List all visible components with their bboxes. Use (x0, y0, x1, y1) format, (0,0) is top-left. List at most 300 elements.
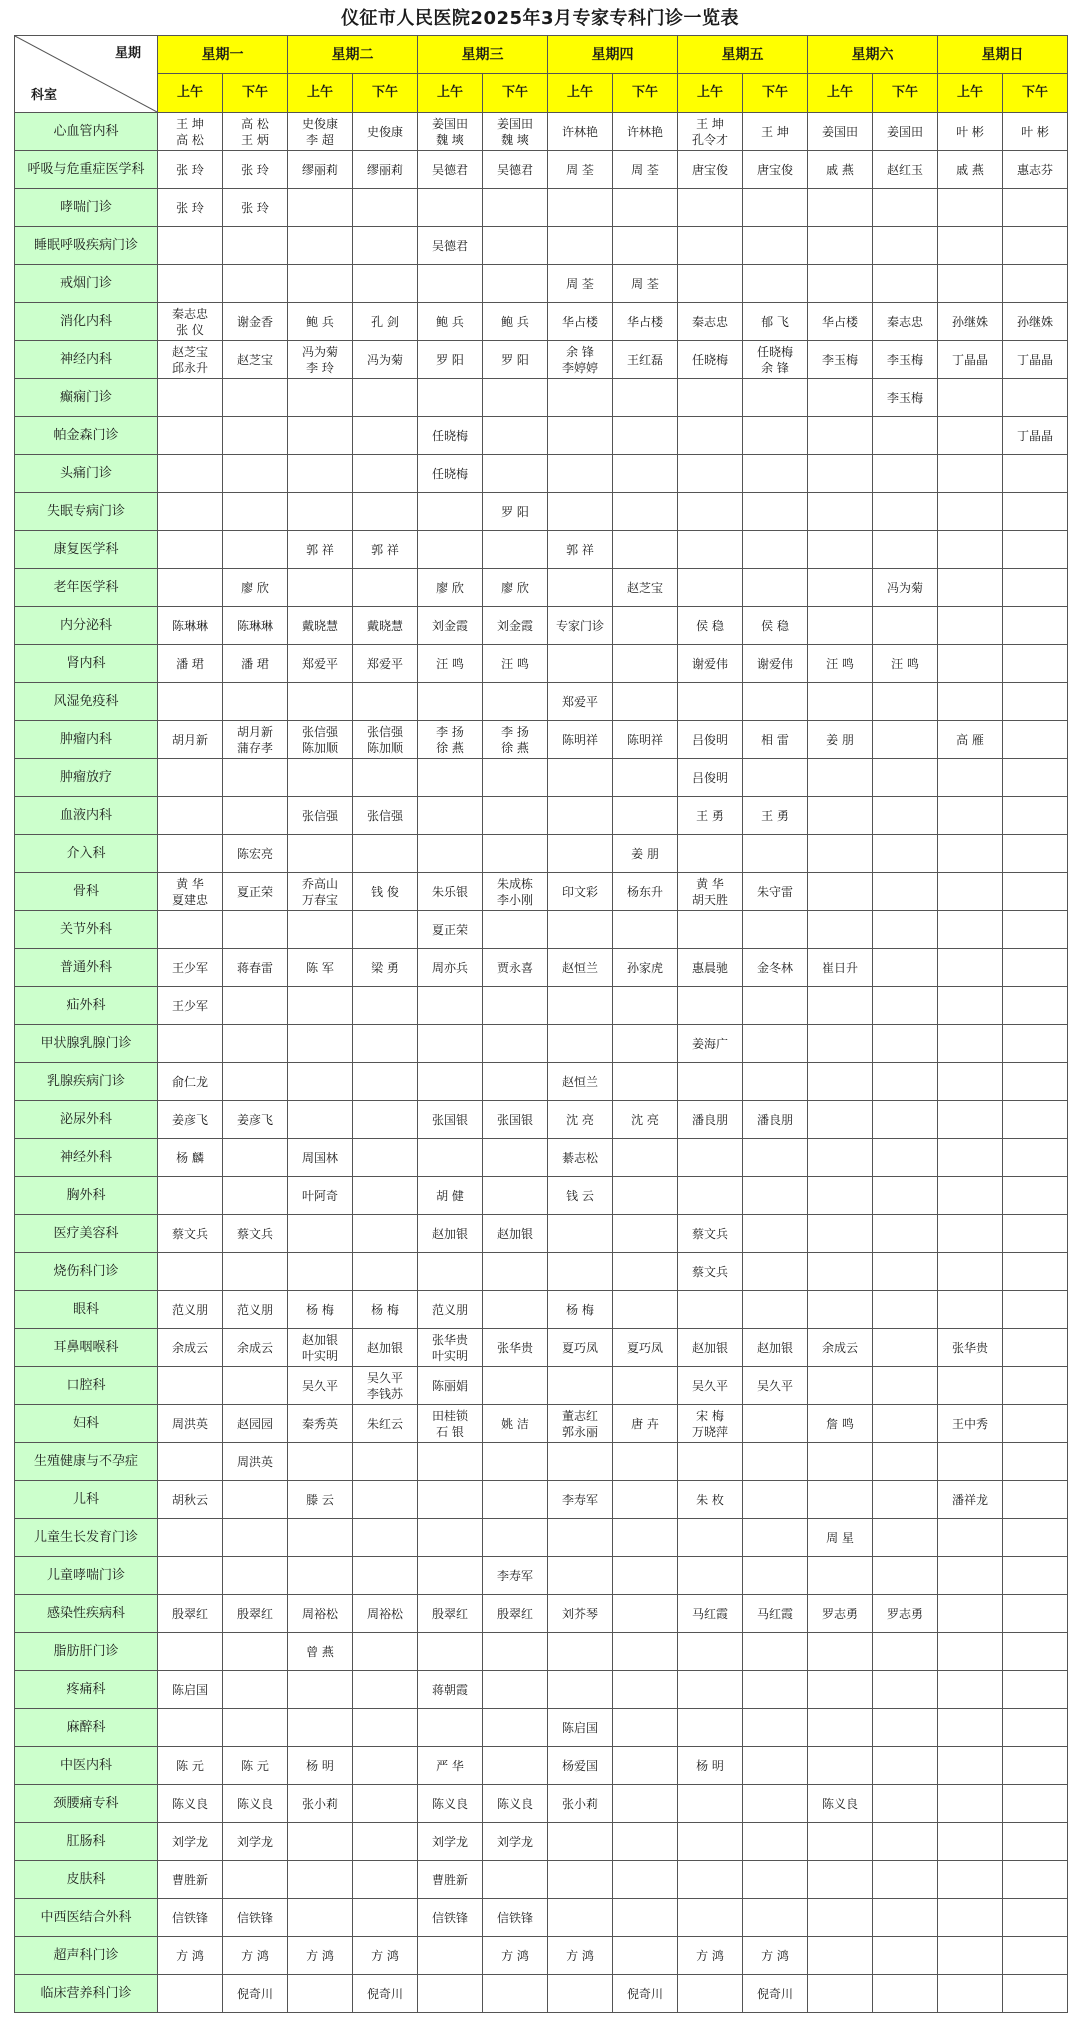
doctor-cell (548, 1443, 613, 1481)
doctor-cell: 谢金香 (223, 303, 288, 341)
doctor-cell (548, 1633, 613, 1671)
department-name: 中西医结合外科 (15, 1899, 158, 1937)
doctor-cell: 赵芝宝 邱永升 (158, 341, 223, 379)
doctor-cell: 叶 彬 (938, 113, 1003, 151)
doctor-cell: 余成云 (158, 1329, 223, 1367)
doctor-cell (808, 1557, 873, 1595)
doctor-cell (158, 1709, 223, 1747)
doctor-cell (548, 1671, 613, 1709)
doctor-cell (418, 1025, 483, 1063)
doctor-cell (873, 683, 938, 721)
doctor-cell: 惠志芬 (1003, 151, 1068, 189)
doctor-cell (938, 1557, 1003, 1595)
doctor-cell (678, 569, 743, 607)
doctor-cell (1003, 569, 1068, 607)
doctor-cell (873, 1215, 938, 1253)
doctor-cell (418, 1557, 483, 1595)
doctor-cell (548, 1861, 613, 1899)
doctor-cell (938, 987, 1003, 1025)
doctor-cell (938, 759, 1003, 797)
doctor-cell: 张 玲 (158, 151, 223, 189)
doctor-cell: 乔高山 万春宝 (288, 873, 353, 911)
doctor-cell (353, 987, 418, 1025)
doctor-cell (873, 1329, 938, 1367)
doctor-cell: 杨 梅 (288, 1291, 353, 1329)
doctor-cell (548, 835, 613, 873)
doctor-cell: 蔡文兵 (678, 1215, 743, 1253)
afternoon-header: 下午 (223, 74, 288, 113)
doctor-cell (743, 1215, 808, 1253)
doctor-cell: 汪 鸣 (418, 645, 483, 683)
doctor-cell (548, 1025, 613, 1063)
table-row (15, 1101, 1068, 1139)
doctor-cell (353, 1215, 418, 1253)
doctor-cell (873, 987, 938, 1025)
doctor-cell: 殷翠红 (483, 1595, 548, 1633)
doctor-cell (873, 911, 938, 949)
doctor-cell (223, 1671, 288, 1709)
doctor-cell (158, 1253, 223, 1291)
doctor-cell (873, 1367, 938, 1405)
doctor-cell: 秦志忠 张 仪 (158, 303, 223, 341)
table-row (15, 1329, 1068, 1367)
doctor-cell (613, 455, 678, 493)
doctor-cell (743, 379, 808, 417)
doctor-cell (873, 1253, 938, 1291)
doctor-cell (808, 1215, 873, 1253)
doctor-cell (873, 493, 938, 531)
doctor-cell (808, 1823, 873, 1861)
doctor-cell (743, 189, 808, 227)
doctor-cell (678, 987, 743, 1025)
doctor-cell (613, 1747, 678, 1785)
doctor-cell: 缪丽莉 (288, 151, 353, 189)
half-day-header-row (15, 74, 1068, 113)
doctor-cell (938, 455, 1003, 493)
doctor-cell (418, 265, 483, 303)
doctor-cell (483, 759, 548, 797)
doctor-cell: 李寿军 (548, 1481, 613, 1519)
doctor-cell (223, 759, 288, 797)
doctor-cell: 夏巧凤 (548, 1329, 613, 1367)
doctor-cell (483, 987, 548, 1025)
department-name: 眼科 (15, 1291, 158, 1329)
doctor-cell (873, 873, 938, 911)
corner-cell (15, 36, 158, 113)
department-name: 皮肤科 (15, 1861, 158, 1899)
doctor-cell (288, 1101, 353, 1139)
doctor-cell: 张小莉 (548, 1785, 613, 1823)
doctor-cell: 丁晶晶 (1003, 417, 1068, 455)
doctor-cell (613, 1519, 678, 1557)
doctor-cell (613, 1177, 678, 1215)
doctor-cell (1003, 1215, 1068, 1253)
table-row (15, 759, 1068, 797)
doctor-cell: 刘金霞 (418, 607, 483, 645)
doctor-cell (353, 1025, 418, 1063)
doctor-cell (938, 1367, 1003, 1405)
doctor-cell: 赵芝宝 (223, 341, 288, 379)
doctor-cell (223, 1063, 288, 1101)
doctor-cell (353, 1443, 418, 1481)
doctor-cell: 董志红 郭永丽 (548, 1405, 613, 1443)
doctor-cell (613, 797, 678, 835)
doctor-cell: 郭 祥 (353, 531, 418, 569)
doctor-cell: 王 坤 高 松 (158, 113, 223, 151)
doctor-cell (548, 987, 613, 1025)
department-name: 睡眠呼吸疾病门诊 (15, 227, 158, 265)
doctor-cell (808, 493, 873, 531)
doctor-cell: 刘金霞 (483, 607, 548, 645)
table-row (15, 911, 1068, 949)
doctor-cell (1003, 1139, 1068, 1177)
doctor-cell (938, 1519, 1003, 1557)
doctor-cell: 金冬林 (743, 949, 808, 987)
doctor-cell (158, 227, 223, 265)
doctor-cell (613, 1899, 678, 1937)
afternoon-header: 下午 (1003, 74, 1068, 113)
department-name: 帕金森门诊 (15, 417, 158, 455)
doctor-cell (808, 835, 873, 873)
doctor-cell (483, 835, 548, 873)
table-row (15, 1975, 1068, 2013)
doctor-cell: 李 扬 徐 燕 (418, 721, 483, 759)
doctor-cell (548, 1215, 613, 1253)
doctor-cell: 方 鸿 (158, 1937, 223, 1975)
table-row (15, 379, 1068, 417)
doctor-cell (808, 417, 873, 455)
doctor-cell (873, 1519, 938, 1557)
doctor-cell (483, 1633, 548, 1671)
doctor-cell (158, 455, 223, 493)
department-name: 胸外科 (15, 1177, 158, 1215)
table-row (15, 1177, 1068, 1215)
doctor-cell: 赵红玉 (873, 151, 938, 189)
doctor-cell: 杨爱国 (548, 1747, 613, 1785)
doctor-cell (158, 797, 223, 835)
doctor-cell (548, 1519, 613, 1557)
doctor-cell (1003, 1519, 1068, 1557)
doctor-cell: 信铁锋 (483, 1899, 548, 1937)
doctor-cell: 钱 云 (548, 1177, 613, 1215)
doctor-cell: 朱红云 (353, 1405, 418, 1443)
doctor-cell: 夏巧凤 (613, 1329, 678, 1367)
doctor-cell: 廖 欣 (418, 569, 483, 607)
day-header: 星期二 (288, 36, 418, 74)
doctor-cell: 余 锋 李婷婷 (548, 341, 613, 379)
doctor-cell (1003, 683, 1068, 721)
doctor-cell (483, 1063, 548, 1101)
doctor-cell: 华占楼 (548, 303, 613, 341)
department-name: 心血管内科 (15, 113, 158, 151)
doctor-cell (808, 1937, 873, 1975)
doctor-cell (288, 1861, 353, 1899)
doctor-cell: 田桂锁 石 银 (418, 1405, 483, 1443)
table-row (15, 683, 1068, 721)
doctor-cell (548, 1823, 613, 1861)
doctor-cell (223, 1367, 288, 1405)
doctor-cell: 綦志松 (548, 1139, 613, 1177)
doctor-cell: 张国银 (418, 1101, 483, 1139)
doctor-cell (678, 417, 743, 455)
doctor-cell (938, 1101, 1003, 1139)
doctor-cell (743, 1253, 808, 1291)
doctor-cell (158, 1367, 223, 1405)
doctor-cell: 黄 华 夏建忠 (158, 873, 223, 911)
doctor-cell: 张信强 陈加顺 (353, 721, 418, 759)
doctor-cell (548, 645, 613, 683)
doctor-cell (613, 759, 678, 797)
table-row (15, 1823, 1068, 1861)
doctor-cell: 陈启国 (548, 1709, 613, 1747)
doctor-cell: 王 坤 孔令才 (678, 113, 743, 151)
table-row (15, 1899, 1068, 1937)
doctor-cell (938, 1215, 1003, 1253)
doctor-cell (483, 1253, 548, 1291)
doctor-cell (678, 1823, 743, 1861)
doctor-cell: 朱 枚 (678, 1481, 743, 1519)
doctor-cell: 许林艳 (548, 113, 613, 151)
table-row (15, 1633, 1068, 1671)
doctor-cell: 范义朋 (158, 1291, 223, 1329)
doctor-cell (353, 759, 418, 797)
afternoon-header: 下午 (483, 74, 548, 113)
doctor-cell (938, 227, 1003, 265)
table-row (15, 873, 1068, 911)
doctor-cell (353, 1671, 418, 1709)
doctor-cell (1003, 1975, 1068, 2013)
doctor-cell (158, 569, 223, 607)
doctor-cell (288, 189, 353, 227)
doctor-cell: 胡 健 (418, 1177, 483, 1215)
doctor-cell (353, 1253, 418, 1291)
doctor-cell (678, 265, 743, 303)
doctor-cell (743, 227, 808, 265)
doctor-cell: 马红霞 (743, 1595, 808, 1633)
doctor-cell: 冯为菊 李 玲 (288, 341, 353, 379)
doctor-cell (158, 1975, 223, 2013)
department-name: 感染性疾病科 (15, 1595, 158, 1633)
department-name: 甲状腺乳腺门诊 (15, 1025, 158, 1063)
doctor-cell: 梁 勇 (353, 949, 418, 987)
doctor-cell (353, 1139, 418, 1177)
department-name: 骨科 (15, 873, 158, 911)
doctor-cell (483, 1747, 548, 1785)
doctor-cell (808, 1291, 873, 1329)
doctor-cell (938, 1443, 1003, 1481)
doctor-cell: 王 勇 (743, 797, 808, 835)
doctor-cell: 刘学龙 (158, 1823, 223, 1861)
doctor-cell: 方 鸿 (743, 1937, 808, 1975)
doctor-cell: 戚 燕 (938, 151, 1003, 189)
doctor-cell (1003, 911, 1068, 949)
doctor-cell (873, 607, 938, 645)
doctor-cell: 赵加银 叶实明 (288, 1329, 353, 1367)
table-row (15, 227, 1068, 265)
doctor-cell: 周 荃 (613, 151, 678, 189)
doctor-cell (158, 1025, 223, 1063)
table-row (15, 265, 1068, 303)
table-row (15, 1063, 1068, 1101)
doctor-cell: 张 玲 (223, 151, 288, 189)
department-name: 临床营养科门诊 (15, 1975, 158, 2013)
table-row (15, 341, 1068, 379)
doctor-cell (548, 1975, 613, 2013)
doctor-cell (678, 1785, 743, 1823)
doctor-cell (743, 1025, 808, 1063)
doctor-cell (743, 1519, 808, 1557)
day-header: 星期三 (418, 36, 548, 74)
doctor-cell (223, 1633, 288, 1671)
doctor-cell (613, 1253, 678, 1291)
doctor-cell (1003, 759, 1068, 797)
doctor-cell (873, 759, 938, 797)
doctor-cell: 孙家虎 (613, 949, 678, 987)
department-name: 颈腰痛专科 (15, 1785, 158, 1823)
doctor-cell (483, 455, 548, 493)
doctor-cell (873, 531, 938, 569)
doctor-cell (873, 1937, 938, 1975)
morning-header: 上午 (678, 74, 743, 113)
doctor-cell: 张信强 陈加顺 (288, 721, 353, 759)
morning-header: 上午 (418, 74, 483, 113)
doctor-cell (483, 265, 548, 303)
doctor-cell (418, 683, 483, 721)
table-row (15, 1747, 1068, 1785)
doctor-cell: 蒋朝霞 (418, 1671, 483, 1709)
department-name: 生殖健康与不孕症 (15, 1443, 158, 1481)
doctor-cell: 陈义良 (223, 1785, 288, 1823)
doctor-cell (613, 1481, 678, 1519)
table-row (15, 1253, 1068, 1291)
doctor-cell: 殷翠红 (223, 1595, 288, 1633)
doctor-cell: 余成云 (808, 1329, 873, 1367)
schedule-body (15, 113, 1068, 2013)
doctor-cell: 宋 梅 万晓萍 (678, 1405, 743, 1443)
doctor-cell: 朱乐银 (418, 873, 483, 911)
doctor-cell (873, 1557, 938, 1595)
morning-header: 上午 (288, 74, 353, 113)
doctor-cell: 范义朋 (223, 1291, 288, 1329)
doctor-cell (223, 531, 288, 569)
doctor-cell (548, 189, 613, 227)
doctor-cell (548, 1899, 613, 1937)
doctor-cell: 谢爱伟 (678, 645, 743, 683)
afternoon-header: 下午 (353, 74, 418, 113)
doctor-cell: 胡秋云 (158, 1481, 223, 1519)
doctor-cell (158, 1633, 223, 1671)
day-header-row (15, 36, 1068, 74)
department-name: 医疗美容科 (15, 1215, 158, 1253)
day-header: 星期四 (548, 36, 678, 74)
doctor-cell (483, 683, 548, 721)
doctor-cell (548, 797, 613, 835)
doctor-cell (548, 455, 613, 493)
doctor-cell: 周 荃 (548, 265, 613, 303)
doctor-cell: 吴久平 (678, 1367, 743, 1405)
doctor-cell (678, 455, 743, 493)
doctor-cell: 崔日升 (808, 949, 873, 987)
doctor-cell: 张信强 (353, 797, 418, 835)
doctor-cell (743, 1139, 808, 1177)
doctor-cell (938, 379, 1003, 417)
department-name: 疼痛科 (15, 1671, 158, 1709)
doctor-cell (808, 1101, 873, 1139)
doctor-cell: 周洪英 (158, 1405, 223, 1443)
department-name: 耳鼻咽喉科 (15, 1329, 158, 1367)
doctor-cell: 黄 华 胡天胜 (678, 873, 743, 911)
doctor-cell (873, 1633, 938, 1671)
doctor-cell (1003, 607, 1068, 645)
doctor-cell (743, 759, 808, 797)
doctor-cell (223, 1481, 288, 1519)
doctor-cell: 侯 稳 (678, 607, 743, 645)
doctor-cell: 冯为菊 (353, 341, 418, 379)
doctor-cell (1003, 721, 1068, 759)
doctor-cell (483, 797, 548, 835)
doctor-cell (938, 189, 1003, 227)
doctor-cell (938, 1747, 1003, 1785)
doctor-cell: 王 勇 (678, 797, 743, 835)
doctor-cell: 倪奇川 (223, 1975, 288, 2013)
doctor-cell: 高 松 王 炳 (223, 113, 288, 151)
doctor-cell: 赵恒兰 (548, 949, 613, 987)
doctor-cell (158, 1177, 223, 1215)
doctor-cell (678, 227, 743, 265)
doctor-cell: 沈 亮 (613, 1101, 678, 1139)
doctor-cell (418, 1975, 483, 2013)
doctor-cell: 贾永喜 (483, 949, 548, 987)
doctor-cell: 姚 洁 (483, 1405, 548, 1443)
doctor-cell (1003, 1937, 1068, 1975)
doctor-cell (678, 683, 743, 721)
doctor-cell (418, 1633, 483, 1671)
doctor-cell (938, 265, 1003, 303)
doctor-cell: 姜海广 (678, 1025, 743, 1063)
doctor-cell (743, 1557, 808, 1595)
doctor-cell: 蔡文兵 (678, 1253, 743, 1291)
department-name: 麻醉科 (15, 1709, 158, 1747)
doctor-cell (1003, 379, 1068, 417)
day-header: 星期日 (938, 36, 1068, 74)
table-row (15, 189, 1068, 227)
doctor-cell (613, 1671, 678, 1709)
doctor-cell: 杨 麟 (158, 1139, 223, 1177)
doctor-cell (808, 265, 873, 303)
table-row (15, 569, 1068, 607)
doctor-cell (483, 1861, 548, 1899)
doctor-cell: 吴德君 (418, 151, 483, 189)
doctor-cell (418, 1443, 483, 1481)
doctor-cell: 高 雁 (938, 721, 1003, 759)
table-row (15, 1215, 1068, 1253)
department-name: 哮喘门诊 (15, 189, 158, 227)
doctor-cell: 戴晓慧 (353, 607, 418, 645)
doctor-cell: 方 鸿 (678, 1937, 743, 1975)
doctor-cell: 戴晓慧 (288, 607, 353, 645)
doctor-cell (288, 227, 353, 265)
doctor-cell (873, 1861, 938, 1899)
doctor-cell (353, 1481, 418, 1519)
doctor-cell: 殷翠红 (418, 1595, 483, 1633)
doctor-cell (223, 1025, 288, 1063)
doctor-cell (808, 1747, 873, 1785)
doctor-cell (288, 1975, 353, 2013)
doctor-cell (613, 1025, 678, 1063)
doctor-cell (1003, 493, 1068, 531)
doctor-cell (743, 417, 808, 455)
doctor-cell (1003, 1557, 1068, 1595)
